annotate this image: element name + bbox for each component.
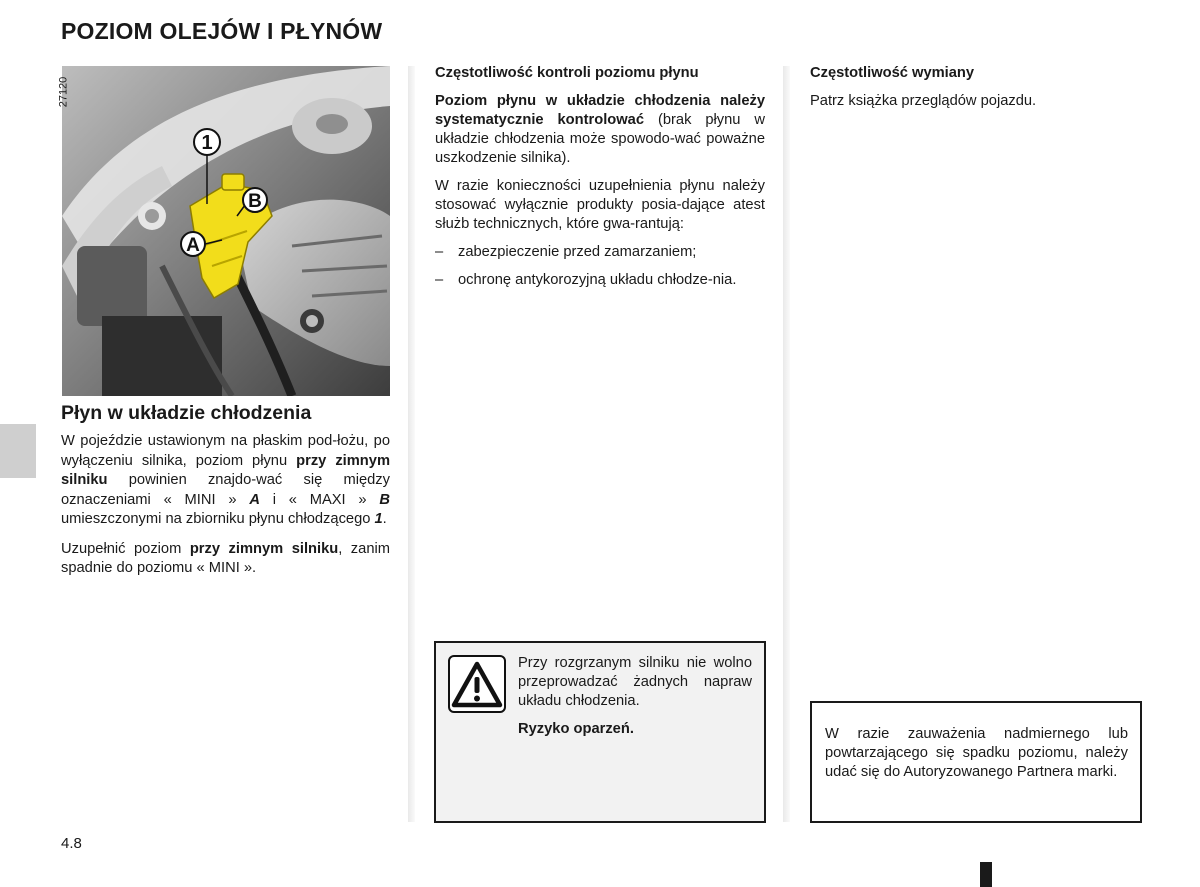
check-heading: Częstotliwość kontroli poziomu płynu: [435, 65, 699, 81]
coolant-paragraph-2: Uzupełnić poziom przy zimnym silniku, zanim spadnie do poziomu « MINI ».: [61, 540, 390, 576]
column-divider-left: [408, 66, 415, 822]
replace-section: [810, 64, 1140, 111]
page-title: POZIOM OLEJÓW I PŁYNÓW: [61, 18, 383, 44]
warning-message: Przy rozgrzanym silniku nie wolno przeprowadzać żadnych napraw układu chłodzenia.: [518, 655, 752, 709]
replace-heading: Częstotliwość wymiany: [810, 65, 975, 81]
warning-box: [434, 641, 766, 823]
engine-bay-photo: [62, 66, 390, 396]
note-box: [810, 701, 1142, 823]
page-number: 4.8: [61, 835, 82, 852]
replace-text: Patrz książka przeglądów pojazdu.: [810, 93, 1037, 109]
chapter-tab: [0, 424, 36, 478]
warning-emphasis: Ryzyko oparzeń.: [518, 721, 634, 737]
callout-1: 1: [201, 132, 213, 154]
warning-triangle-icon: [448, 655, 506, 713]
image-code-text: 27120: [57, 76, 70, 108]
coolant-text: [61, 432, 390, 589]
section-heading-coolant: Płyn w układzie chłodzenia: [61, 402, 312, 424]
note-text: W razie zauważenia nadmiernego lub powtarzającego się spadku poziomu, należy udać się do Autoryzowanego Partnera marki.: [825, 726, 1128, 780]
check-paragraph-2: W razie konieczności uzupełnienia płynu należy stosować wyłącznie produkty posia-dające atest służb technicznych, które gwa-rantują:: [435, 178, 765, 232]
check-list: [435, 243, 765, 290]
coolant-paragraph-1: W pojeździe ustawionym na płaskim pod-łożu, po wyłączeniu silnika, poziom płynu przy zimnym silniku powinien znajdo-wać się między oznaczeniami « MINI » A i « MAXI » B umieszczonymi na zbiorniku płynu chłodzącego 1.: [61, 433, 391, 527]
callout-a: A: [186, 235, 200, 256]
callout-b: B: [248, 191, 262, 212]
warning-text: [518, 654, 752, 748]
check-paragraph-1: Poziom płynu w układzie chłodzenia należy systematycznie kontrolować (brak płynu w układzie chłodzenia może spowodo-wać poważne uszkodzenie silnika).: [435, 93, 765, 166]
column-divider-right: [783, 66, 790, 822]
image-code: [57, 68, 78, 116]
check-section: [435, 64, 765, 299]
list-item: – zabezpieczenie przed zamarzaniem;: [435, 244, 697, 260]
list-item: – ochronę antykorozyjną układu chłodze-nia.: [435, 272, 737, 288]
page-marker: [980, 862, 992, 887]
